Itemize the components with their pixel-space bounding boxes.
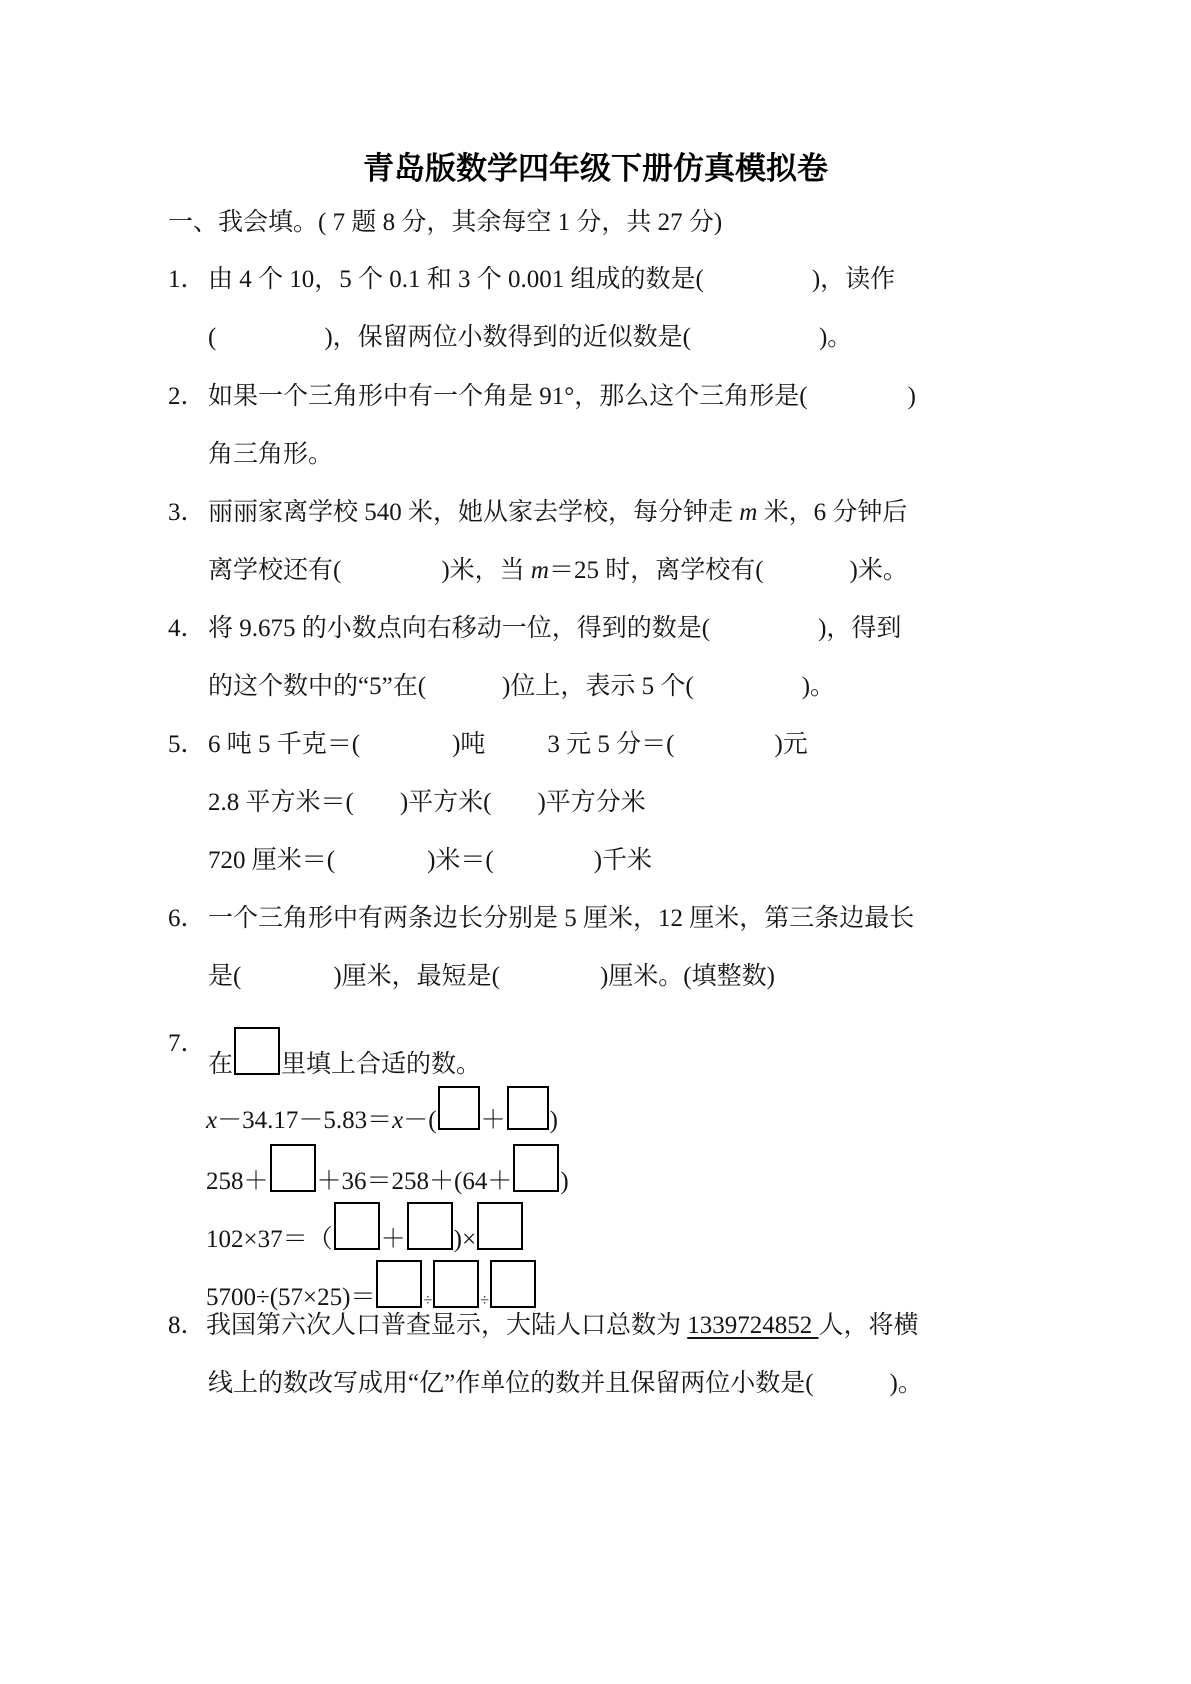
q7-eq2-c: ): [560, 1168, 569, 1195]
variable-m: m: [739, 499, 758, 526]
q1-text-e: )。: [818, 324, 853, 351]
variable-m: m: [530, 557, 549, 584]
q7-eq1-c: ＋: [480, 1107, 506, 1134]
question-7-eq-3: [206, 1202, 524, 1257]
q3-text-e: ＝25 时，离学校有(: [548, 557, 764, 584]
q5-text-b: )吨: [452, 731, 486, 758]
q3-text-d: )米，当: [441, 557, 531, 584]
q7-eq2-b: ＋36＝258＋(64＋: [316, 1168, 513, 1195]
answer-box[interactable]: [507, 1086, 549, 1130]
question-8-line-1: [206, 1309, 919, 1343]
q7-eq4-a: 5700÷(57×25)＝: [206, 1284, 376, 1311]
q7-eq3-a: 102×37＝（: [206, 1226, 333, 1253]
question-number-5: 5．: [168, 731, 206, 758]
q3-text-a: 丽丽家离学校 540 米，她从家去学校，每分钟走: [208, 499, 740, 526]
q3-text-c: 离学校还有(: [208, 557, 342, 584]
question-number-6: 6．: [168, 905, 206, 932]
q7-eq1-b: －(: [403, 1107, 437, 1134]
question-1-line-1: [208, 263, 895, 297]
page-title: 青岛版数学四年级下册仿真模拟卷: [363, 151, 828, 187]
answer-box[interactable]: [438, 1086, 480, 1130]
underlined-population: 1339724852: [687, 1312, 819, 1339]
q7-eq3-c: )×: [453, 1226, 477, 1253]
q7-eq3-b: ＋: [380, 1226, 406, 1253]
q4-text-a: 将 9.675 的小数点向右移动一位，得到的数是(: [208, 615, 711, 642]
question-number-1: 1．: [168, 266, 206, 293]
question-2-line-1: [208, 380, 916, 414]
q7-eq1-a: －34.17－5.83＝: [217, 1107, 393, 1134]
question-1-line-2: [208, 321, 852, 355]
section-header: 一、我会填。( 7 题 8 分，其余每空 1 分，共 27 分): [168, 209, 723, 236]
q1-text-c: (: [208, 324, 217, 351]
q4-text-c: 的这个数中的“5”在(: [208, 673, 427, 700]
q5-text-j: )千米: [593, 847, 653, 874]
answer-box[interactable]: [433, 1260, 479, 1308]
question-4-line-1: [208, 612, 901, 646]
q7-eq2-a: 258＋: [206, 1168, 269, 1195]
question-2-line-2: 角三角形。: [208, 441, 334, 468]
answer-box[interactable]: [513, 1144, 559, 1192]
question-3-line-2: [208, 554, 908, 588]
question-number-7: 7．: [168, 1030, 206, 1057]
answer-box[interactable]: [270, 1144, 316, 1192]
answer-box[interactable]: [376, 1260, 422, 1308]
answer-box[interactable]: [334, 1202, 380, 1250]
variable-x: x: [392, 1107, 404, 1134]
q6-text-a: 是(: [208, 963, 242, 990]
question-number-4: 4．: [168, 615, 206, 642]
answer-box[interactable]: [477, 1202, 523, 1250]
q2-text-b: ): [907, 383, 916, 410]
q6-text-b: )厘米，最短是(: [333, 963, 500, 990]
q3-text-f: )米。: [849, 557, 908, 584]
question-5-line-1: [208, 728, 808, 762]
question-7-line-1: [208, 1027, 481, 1082]
q3-text-b: 米，6 分钟后: [757, 499, 908, 526]
question-6-line-2: [208, 960, 775, 994]
answer-box[interactable]: [490, 1260, 536, 1308]
q8-text-d: )。: [889, 1370, 923, 1397]
q5-text-h: 720 厘米＝(: [208, 847, 336, 874]
question-7-eq-1: [206, 1086, 558, 1138]
q4-text-e: )。: [801, 673, 836, 700]
question-4-line-2: [208, 670, 835, 704]
question-3-line-1: [208, 496, 907, 530]
q7-eq4-c: ÷: [480, 1292, 490, 1309]
q5-text-d: )元: [774, 731, 808, 758]
q5-text-a: 6 吨 5 千克＝(: [208, 731, 361, 758]
q4-text-d: )位上，表示 5 个(: [502, 673, 694, 700]
q8-text-a: 我国第六次人口普查显示，大陆人口总数为: [206, 1312, 688, 1339]
q4-text-b: )，得到: [818, 615, 902, 642]
q8-text-b: 人，将横: [818, 1312, 919, 1339]
q5-text-g: )平方分米: [537, 789, 646, 816]
q5-text-f: )平方米(: [399, 789, 492, 816]
answer-box[interactable]: [407, 1202, 453, 1250]
example-box: [234, 1027, 280, 1075]
q6-text-c: )厘米。(填整数): [599, 963, 775, 990]
q7-text-a: 在: [208, 1051, 234, 1078]
q8-text-c: 线上的数改写成用“亿”作单位的数并且保留两位小数是(: [208, 1370, 814, 1397]
question-number-3: 3．: [168, 499, 206, 526]
q5-text-c: 3 元 5 分＝(: [547, 731, 675, 758]
q5-text-i: )米＝(: [427, 847, 494, 874]
q7-text-b: 里填上合适的数。: [281, 1051, 482, 1078]
q1-text-d: )，保留两位小数得到的近似数是(: [324, 324, 691, 351]
question-number-8: 8．: [168, 1312, 206, 1339]
q5-text-e: 2.8 平方米＝(: [208, 789, 354, 816]
q7-eq1-d: ): [549, 1107, 558, 1134]
question-number-2: 2．: [168, 383, 206, 410]
question-5-line-2: [208, 786, 646, 820]
question-7-eq-2: [206, 1144, 569, 1199]
q1-text-a: 由 4 个 10，5 个 0.1 和 3 个 0.001 组成的数是(: [208, 266, 704, 293]
question-8-line-2: [208, 1367, 923, 1401]
question-5-line-3: [208, 844, 652, 878]
question-6-line-1: 一个三角形中有两条边长分别是 5 厘米，12 厘米，第三条边最长: [208, 905, 915, 932]
q1-text-b: )，读作: [811, 266, 896, 293]
q7-eq4-b: ÷: [423, 1292, 433, 1309]
q2-text-a: 如果一个三角形中有一个角是 91°，那么这个三角形是(: [208, 383, 808, 410]
variable-x: x: [206, 1107, 218, 1134]
